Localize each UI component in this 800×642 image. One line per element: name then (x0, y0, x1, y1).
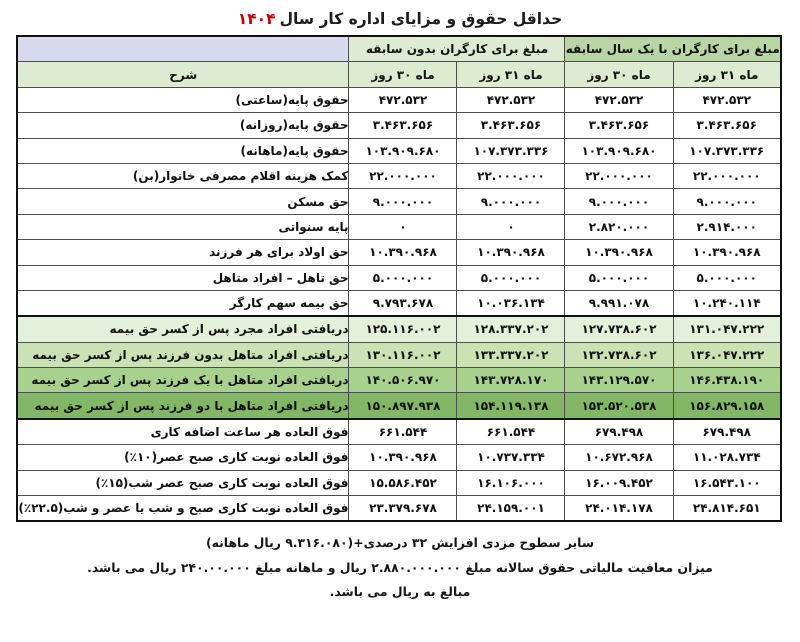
column-header-exp-31: ماه ۳۱ روز (673, 62, 781, 87)
cell-new-30: ۱۰.۳۹۰.۹۶۸ (349, 445, 457, 470)
cell-description: حقوق پایه(ساعتی) (17, 87, 349, 112)
cell-exp-31: ۱۵۶.۸۲۹.۱۵۸ (673, 393, 781, 419)
cell-new-31: ۶۶۱.۵۴۴ (457, 419, 565, 445)
table-row (17, 265, 781, 290)
cell-new-31: ۱۶.۱۰۶.۰۰۰ (457, 470, 565, 495)
cell-new-30: ۰ (349, 214, 457, 239)
cell-new-30: ۹.۰۰۰.۰۰۰ (349, 189, 457, 214)
cell-exp-31: ۱۳۶.۰۴۷.۲۲۲ (673, 342, 781, 367)
group-header-row (17, 36, 781, 62)
cell-exp-30: ۳.۴۶۳.۶۵۶ (565, 113, 673, 138)
table-body (17, 87, 781, 521)
footnote-currency: مبالغ به ریال می باشد. (329, 583, 471, 599)
cell-exp-30: ۹.۰۰۰.۰۰۰ (565, 189, 673, 214)
cell-exp-31: ۱۱.۰۲۸.۷۳۴ (673, 445, 781, 470)
cell-new-31: ۱۵۴.۱۱۹.۱۳۸ (457, 393, 565, 419)
table-row (17, 189, 781, 214)
table-row (17, 393, 781, 419)
cell-exp-30: ۵.۰۰۰.۰۰۰ (565, 265, 673, 290)
cell-new-31: ۹.۰۰۰.۰۰۰ (457, 189, 565, 214)
cell-new-30: ۱۲۵.۱۱۶.۰۰۲ (349, 316, 457, 342)
table-row (17, 240, 781, 265)
cell-exp-31: ۱۰.۳۹۰.۹۶۸ (673, 240, 781, 265)
cell-new-30: ۲۲.۰۰۰.۰۰۰ (349, 163, 457, 188)
cell-exp-30: ۱۰.۶۷۲.۹۶۸ (565, 445, 673, 470)
cell-exp-30: ۲.۸۲۰.۰۰۰ (565, 214, 673, 239)
cell-exp-31: ۲۴.۸۱۴.۶۵۱ (673, 496, 781, 522)
cell-exp-30: ۴۷۲.۵۳۲ (565, 87, 673, 112)
cell-new-30: ۴۷۲.۵۳۲ (349, 87, 457, 112)
cell-new-31: ۲۲.۰۰۰.۰۰۰ (457, 163, 565, 188)
footnotes (18, 531, 782, 604)
cell-description: فوق العاده نوبت کاری صبح و شب یا عصر و شب(۲۲.۵٪) (17, 496, 349, 522)
cell-new-30: ۹.۷۹۳.۶۷۸ (349, 290, 457, 316)
table-row (17, 419, 781, 445)
cell-new-31: ۱۳۳.۳۳۷.۲۰۲ (457, 342, 565, 367)
cell-description: فوق العاده نوبت کاری صبح عصر شب(۱۵٪) (17, 470, 349, 495)
cell-description: حقوق پایه(روزانه) (17, 113, 349, 138)
cell-exp-31: ۲۲.۰۰۰.۰۰۰ (673, 163, 781, 188)
column-header-new-31: ماه ۳۱ روز (457, 62, 565, 87)
cell-new-31: ۱۰.۷۳۷.۳۳۴ (457, 445, 565, 470)
table-row (17, 316, 781, 342)
cell-description: کمک هزینه اقلام مصرفی خانوار(بن) (17, 163, 349, 188)
cell-exp-31: ۴۷۲.۵۳۲ (673, 87, 781, 112)
footnote-tax-exemption: میزان معافیت مالیاتی حقوق سالانه مبلغ ۲.۸۸۰.۰۰۰.۰۰۰ ریال و ماهانه مبلغ ۲۴۰.۰۰.۰۰۰ ریال می باشد. (87, 559, 713, 575)
cell-new-31: ۱۴۳.۷۲۸.۱۷۰ (457, 368, 565, 393)
salary-table (16, 35, 782, 522)
cell-exp-31: ۶۷۹.۴۹۸ (673, 419, 781, 445)
cell-new-30: ۱۴۰.۵۰۶.۹۷۰ (349, 368, 457, 393)
cell-description: دریافتی افراد متاهل با دو فرزند پس از کسر حق بیمه (17, 393, 349, 419)
salary-table-container (18, 35, 782, 522)
page-title (0, 0, 800, 35)
table-row (17, 342, 781, 367)
cell-exp-31: ۱۶.۵۴۳.۱۰۰ (673, 470, 781, 495)
cell-new-30: ۶۶۱.۵۴۴ (349, 419, 457, 445)
cell-description: فوق العاده هر ساعت اضافه کاری (17, 419, 349, 445)
cell-new-31: ۳.۴۶۳.۶۵۶ (457, 113, 565, 138)
cell-exp-31: ۹.۰۰۰.۰۰۰ (673, 189, 781, 214)
cell-exp-30: ۱۵۳.۵۲۰.۵۳۸ (565, 393, 673, 419)
cell-exp-31: ۵.۰۰۰.۰۰۰ (673, 265, 781, 290)
cell-exp-30: ۲۴.۰۱۴.۱۷۸ (565, 496, 673, 522)
cell-exp-31: ۱۰۷.۳۷۳.۳۳۶ (673, 138, 781, 163)
table-row (17, 214, 781, 239)
table-row (17, 496, 781, 522)
footnote-wage-increase: سایر سطوح مزدی افزایش ۳۲ درصدی+(۹.۳۱۶.۰۸۰ ریال ماهانه) (205, 535, 595, 551)
cell-exp-31: ۳.۴۶۳.۶۵۶ (673, 113, 781, 138)
page-title-year: ۱۴۰۴ (237, 10, 276, 28)
group-header-with-experience: مبلغ برای کارگران با یک سال سابقه (565, 36, 781, 62)
cell-description: دریافتی افراد متاهل بدون فرزند پس از کسر حق بیمه (17, 342, 349, 367)
cell-new-31: ۱۰.۳۹۰.۹۶۸ (457, 240, 565, 265)
cell-new-30: ۱۰۳.۹۰۹.۶۸۰ (349, 138, 457, 163)
cell-new-31: ۲۴.۱۵۹.۰۰۱ (457, 496, 565, 522)
cell-description: حق تاهل – افراد متاهل (17, 265, 349, 290)
cell-description: حق مسکن (17, 189, 349, 214)
cell-description: دریافتی افراد متاهل با یک فرزند پس از کسر حق بیمه (17, 368, 349, 393)
cell-exp-31: ۱۰.۲۴۰.۱۱۴ (673, 290, 781, 316)
cell-description: فوق العاده نوبت کاری صبح عصر(۱۰٪) (17, 445, 349, 470)
cell-exp-30: ۱۶.۰۰۹.۴۵۲ (565, 470, 673, 495)
group-header-blank (17, 36, 349, 62)
cell-exp-30: ۱۰.۳۹۰.۹۶۸ (565, 240, 673, 265)
table-row (17, 113, 781, 138)
cell-exp-30: ۱۴۳.۱۲۹.۵۷۰ (565, 368, 673, 393)
cell-description: حق بیمه سهم کارگر (17, 290, 349, 316)
cell-exp-30: ۱۳۲.۷۳۸.۶۰۲ (565, 342, 673, 367)
cell-new-31: ۱۰۷.۳۷۳.۳۳۶ (457, 138, 565, 163)
cell-exp-30: ۶۷۹.۴۹۸ (565, 419, 673, 445)
column-header-exp-30: ماه ۳۰ روز (565, 62, 673, 87)
cell-new-31: ۵.۰۰۰.۰۰۰ (457, 265, 565, 290)
cell-exp-31: ۱۴۶.۴۳۸.۱۹۰ (673, 368, 781, 393)
cell-new-31: ۱۲۸.۳۳۷.۲۰۲ (457, 316, 565, 342)
cell-exp-30: ۱۰۳.۹۰۹.۶۸۰ (565, 138, 673, 163)
cell-description: حقوق پایه(ماهانه) (17, 138, 349, 163)
cell-exp-31: ۱۳۱.۰۴۷.۲۲۲ (673, 316, 781, 342)
cell-new-30: ۱۵۰.۸۹۷.۹۳۸ (349, 393, 457, 419)
cell-exp-30: ۹.۹۹۱.۰۷۸ (565, 290, 673, 316)
table-row (17, 87, 781, 112)
cell-exp-31: ۲.۹۱۴.۰۰۰ (673, 214, 781, 239)
cell-new-30: ۵.۰۰۰.۰۰۰ (349, 265, 457, 290)
table-row (17, 138, 781, 163)
table-row (17, 368, 781, 393)
cell-description: دریافتی افراد مجرد پس از کسر حق بیمه (17, 316, 349, 342)
table-header (17, 36, 781, 87)
cell-new-31: ۴۷۲.۵۳۲ (457, 87, 565, 112)
column-header-description: شرح (17, 62, 349, 87)
column-header-new-30: ماه ۳۰ روز (349, 62, 457, 87)
cell-new-30: ۱۳۰.۱۱۶.۰۰۲ (349, 342, 457, 367)
cell-new-30: ۱۵.۵۸۶.۴۵۲ (349, 470, 457, 495)
cell-new-30: ۱۰.۳۹۰.۹۶۸ (349, 240, 457, 265)
cell-new-30: ۲۳.۳۷۹.۶۷۸ (349, 496, 457, 522)
cell-new-31: ۰ (457, 214, 565, 239)
cell-new-31: ۱۰.۰۳۶.۱۳۴ (457, 290, 565, 316)
sub-header-row (17, 62, 781, 87)
cell-description: حق اولاد برای هر فرزند (17, 240, 349, 265)
table-row (17, 445, 781, 470)
cell-new-30: ۳.۴۶۳.۶۵۶ (349, 113, 457, 138)
group-header-without-experience: مبلغ برای کارگران بدون سابقه (349, 36, 565, 62)
cell-description: پایه سنواتی (17, 214, 349, 239)
table-row (17, 470, 781, 495)
table-row (17, 163, 781, 188)
cell-exp-30: ۲۲.۰۰۰.۰۰۰ (565, 163, 673, 188)
page-title-text: حداقل حقوق و مزایای اداره کار سال (279, 10, 563, 28)
table-row (17, 290, 781, 316)
cell-exp-30: ۱۲۷.۷۳۸.۶۰۲ (565, 316, 673, 342)
